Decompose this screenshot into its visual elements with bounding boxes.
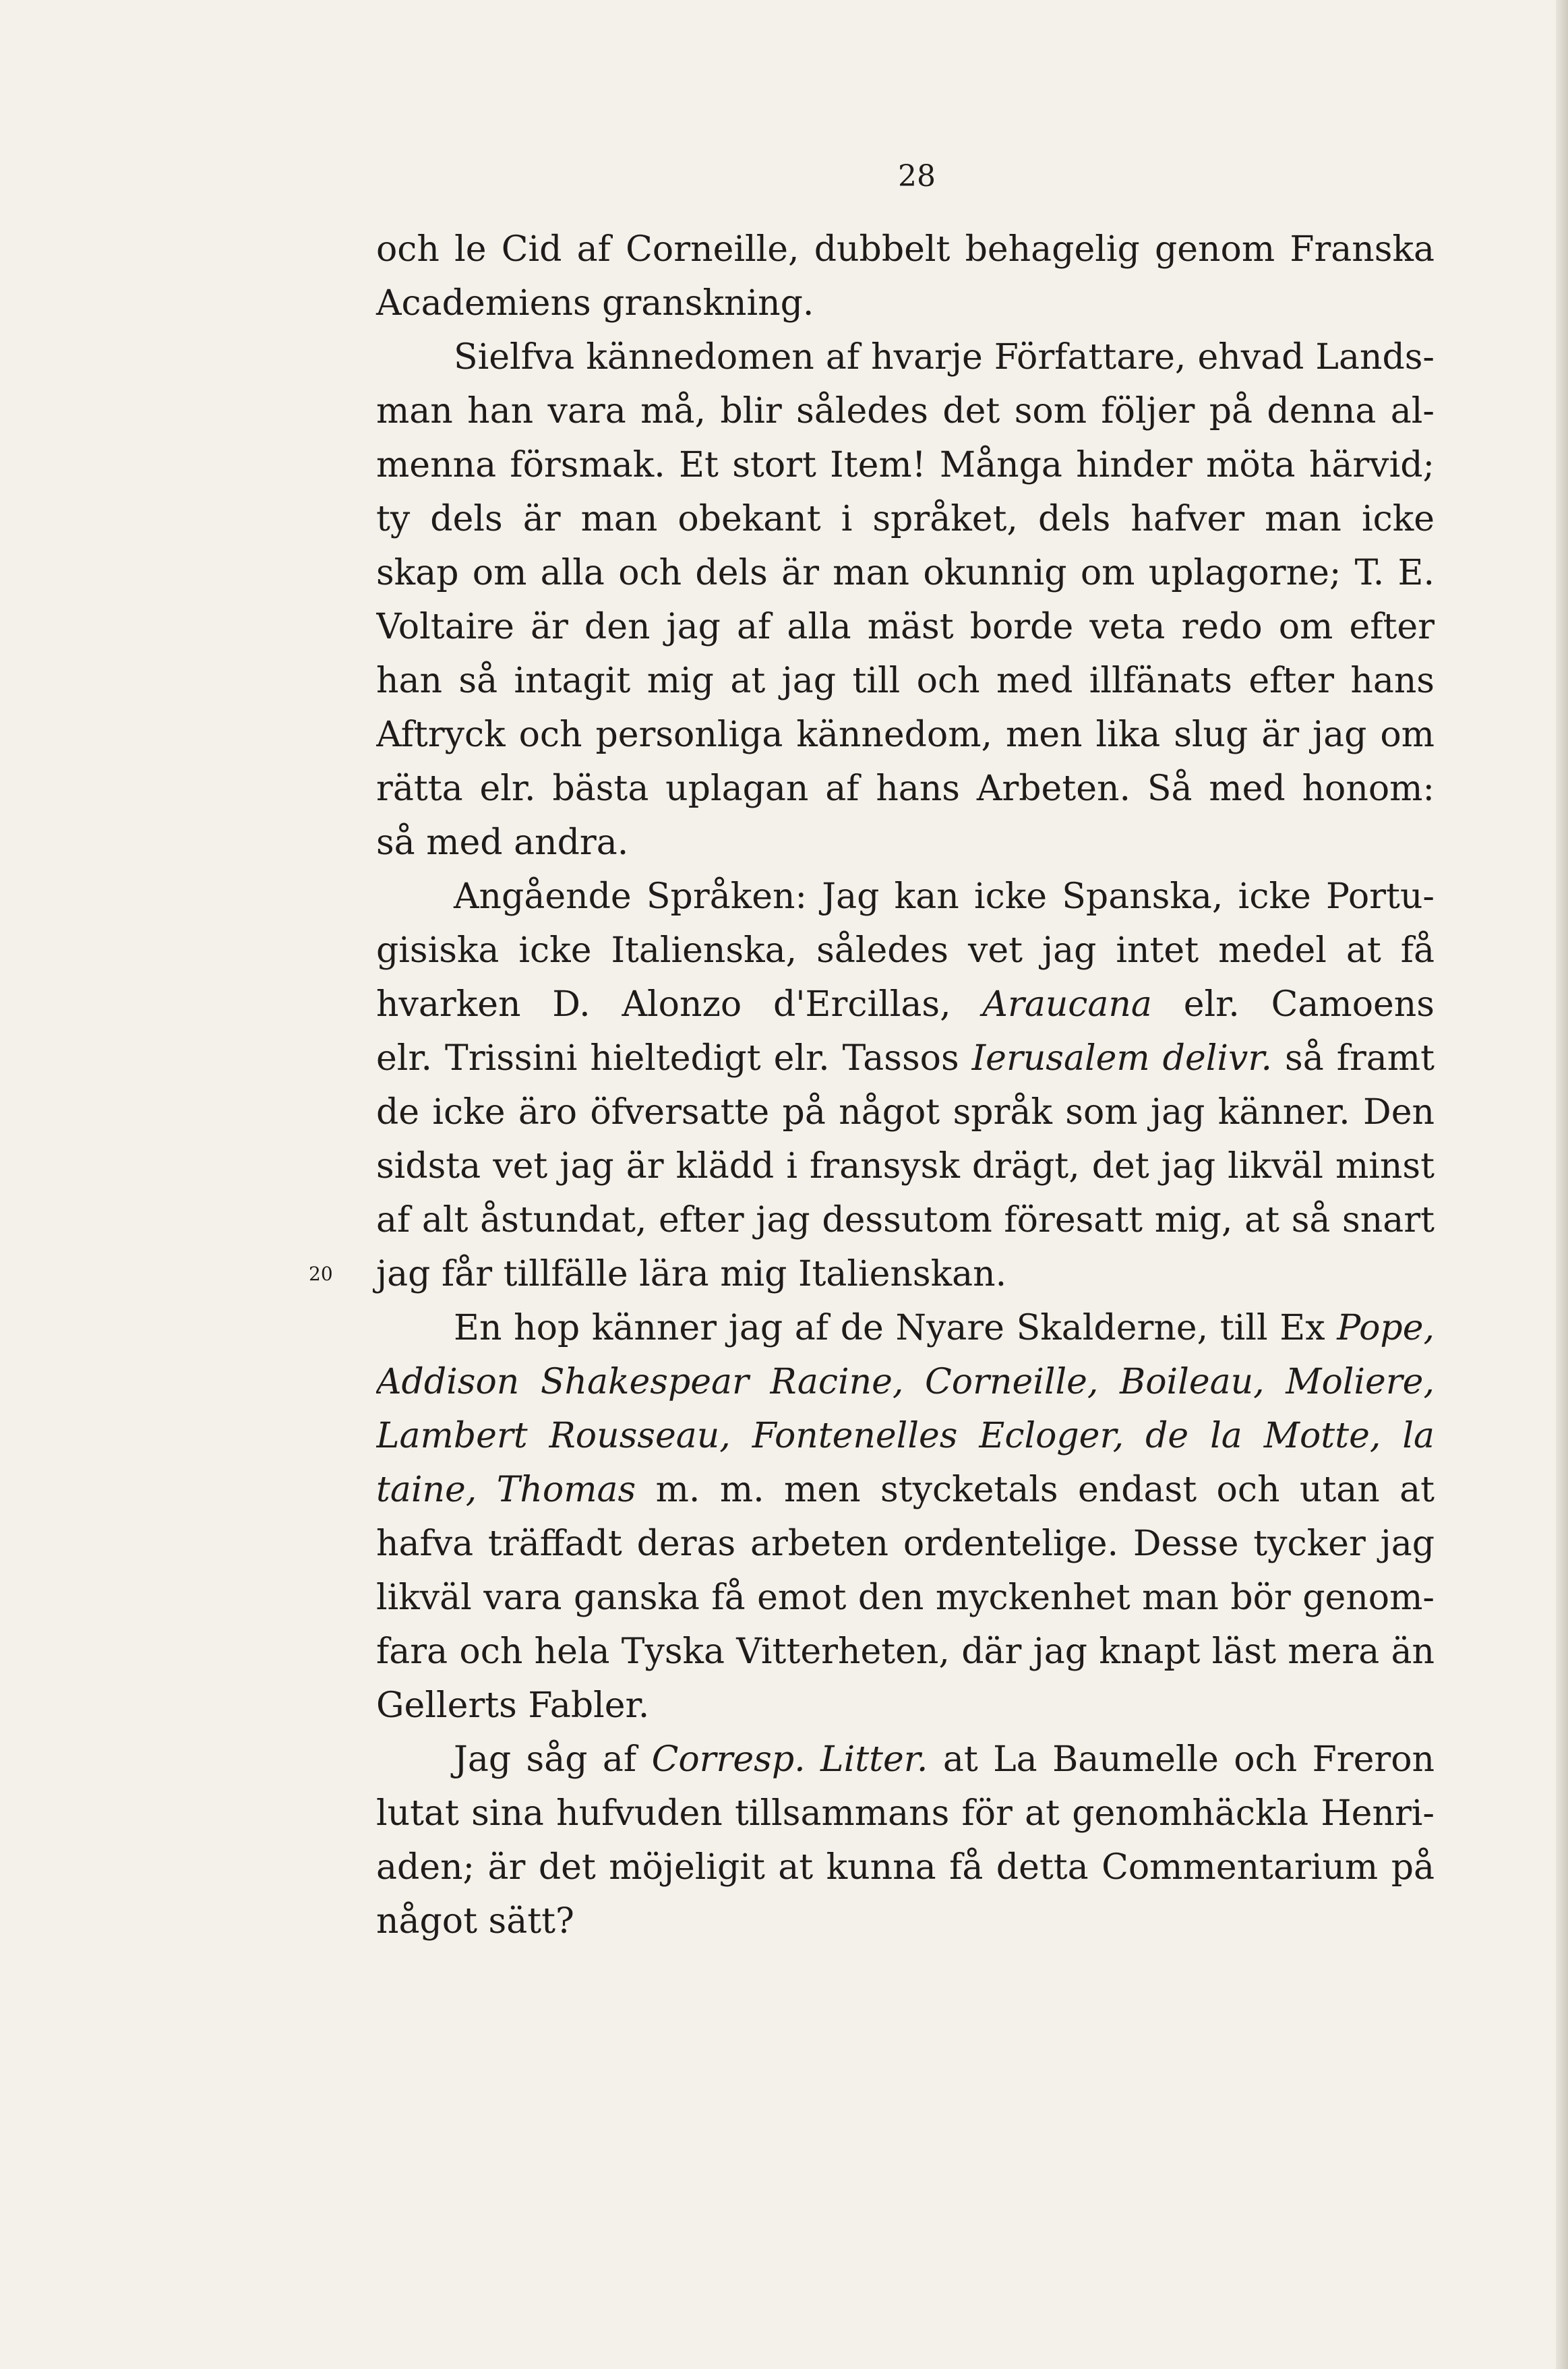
text-line — [376, 924, 1435, 978]
text-line — [376, 1355, 1435, 1409]
text-line — [376, 654, 1435, 708]
text-line — [376, 1517, 1435, 1571]
text-run: gisiska icke Italienska, således vet jag intet medel at få — [376, 930, 1435, 971]
italic-text: taine, Thomas — [376, 1470, 636, 1510]
text-line — [376, 1625, 1435, 1679]
text-run: man han vara må, blir således det som följer på denna al- — [376, 391, 1435, 431]
text-run: elr. Trissini hieltedigt elr. Tassos — [376, 1038, 972, 1079]
italic-text: Corresp. Litter. — [651, 1739, 928, 1780]
text-run: En hop känner jag af de Nyare Skalderne, till Ex — [454, 1308, 1337, 1348]
text-run: skap om alla och dels är man okunnig om uplagorne; T. E. — [376, 553, 1435, 593]
text-run: Academiens granskning. — [376, 283, 814, 324]
text-run: rätta elr. bästa uplagan af hans Arbeten. Så med honom: — [376, 769, 1435, 809]
text-line — [376, 276, 1435, 330]
text-line — [376, 816, 1435, 870]
text-line — [376, 330, 1435, 384]
text-run: och le Cid af Corneille, dubbelt behagelig genom Franska — [376, 229, 1435, 270]
text-line — [376, 978, 1435, 1031]
text-run: hvarken D. Alonzo d'Ercillas, — [376, 984, 983, 1025]
italic-text: Ierusalem delivr. — [971, 1038, 1273, 1079]
text-run: så framt — [1272, 1038, 1435, 1079]
text-run: sidsta vet jag är klädd i fransysk drägt, det jag likväl minst — [376, 1146, 1435, 1187]
italic-text: Lambert Rousseau, Fontenelles Ecloger, de la Motte, la — [376, 1416, 1435, 1456]
page-edge — [1556, 0, 1568, 2369]
text-line — [376, 1139, 1435, 1193]
text-line — [376, 708, 1435, 762]
text-line — [376, 1571, 1435, 1625]
text-run: aden; är det möjeligit at kunna få detta Commentarium på — [376, 1847, 1435, 1888]
text-run: något sätt? — [376, 1901, 574, 1942]
text-line — [376, 1085, 1435, 1139]
text-run: han så intagit mig at jag till och med illfänats efter hans — [376, 661, 1435, 701]
text-line — [376, 762, 1435, 816]
text-run: Voltaire är den jag af alla mäst borde veta redo om efter — [376, 607, 1435, 647]
text-run: m. m. men stycketals endast och utan at — [636, 1470, 1435, 1510]
text-run: elr. Camoens — [1151, 984, 1435, 1025]
text-line — [376, 1463, 1435, 1517]
text-line — [376, 1894, 1435, 1948]
text-run: Angående Språken: Jag kan icke Spanska, icke Portu- — [454, 876, 1435, 917]
text-line — [376, 1301, 1435, 1355]
text-run: Sielfva kännedomen af hvarje Författare, ehvad Lands- — [454, 337, 1435, 378]
text-line — [376, 1031, 1435, 1085]
line-number: 20 — [309, 1263, 333, 1285]
text-line — [376, 492, 1435, 546]
text-line — [376, 600, 1435, 654]
text-line — [376, 1733, 1435, 1787]
text-line — [376, 1193, 1435, 1247]
text-run: menna försmak. Et stort Item! Många hinder möta härvid; — [376, 445, 1435, 485]
text-line — [376, 222, 1435, 276]
text-run: Jag såg af — [454, 1739, 652, 1780]
page-number: 28 — [898, 159, 936, 193]
text-line — [376, 384, 1435, 438]
italic-text: Addison Shakespear Racine, Corneille, Boileau, Moliere, — [376, 1362, 1435, 1402]
text-line — [376, 438, 1435, 492]
text-run: likväl vara ganska få emot den myckenhet man bör genom- — [376, 1578, 1435, 1618]
text-line — [376, 1840, 1435, 1894]
text-run: at La Baumelle och Freron — [928, 1739, 1435, 1780]
body-text — [309, 222, 1435, 1948]
text-line — [376, 1679, 1435, 1733]
text-run: hafva träffadt deras arbeten ordentelige. Desse tycker jag — [376, 1524, 1435, 1564]
text-line — [309, 1247, 1435, 1301]
text-run: så med andra. — [376, 822, 629, 863]
text-run: de icke äro öfversatte på något språk som jag känner. Den — [376, 1092, 1435, 1133]
text-run: af alt åstundat, efter jag dessutom föresatt mig, at så snart — [376, 1200, 1435, 1240]
text-run: Aftryck och personliga kännedom, men lika slug är jag om — [376, 715, 1435, 755]
text-line — [376, 546, 1435, 600]
text-run: lutat sina hufvuden tillsammans för at genomhäckla Henri- — [376, 1793, 1435, 1834]
italic-text: Araucana — [982, 984, 1152, 1025]
text-line — [376, 1409, 1435, 1463]
text-run: jag får tillfälle lära mig Italienskan. — [376, 1254, 1007, 1294]
text-run: Gellerts Fabler. — [376, 1685, 650, 1726]
italic-text: Pope, — [1337, 1308, 1435, 1348]
text-line — [376, 1787, 1435, 1840]
text-line — [376, 870, 1435, 924]
text-run: ty dels är man obekant i språket, dels hafver man icke — [376, 499, 1435, 539]
text-run: fara och hela Tyska Vitterheten, där jag knapt läst mera än — [376, 1631, 1435, 1672]
